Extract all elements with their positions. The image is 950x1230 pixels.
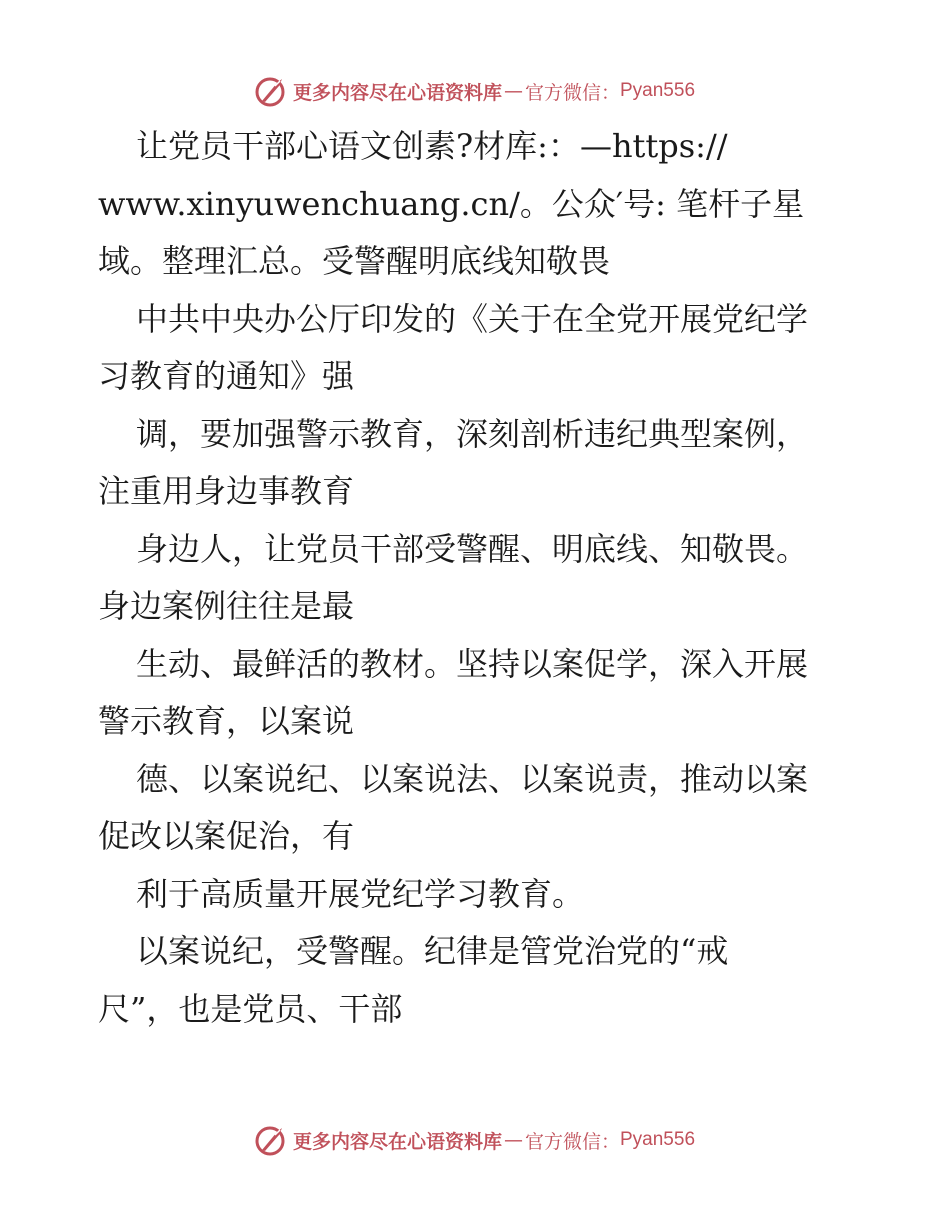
paragraph-line: 德、以案说纪、以案说法、以案说责，推动以案	[136, 759, 809, 798]
paragraph-line: 尺”，也是党员、干部	[98, 989, 403, 1028]
banner-wechat-id: Pyan556	[620, 80, 696, 101]
paragraph-line: 习教育的通知》强	[98, 357, 355, 395]
paragraph-line: 身边案例往往是最	[98, 587, 355, 625]
paragraph-6	[98, 751, 878, 866]
pen-logo-icon	[255, 1123, 289, 1157]
paragraph-line: 生动、最鲜活的教材。坚持以案促学，深入开展	[136, 644, 809, 683]
banner-wechat-label: 官方微信：	[524, 1130, 620, 1153]
paragraph-line: 以案说纪，受警醒。纪律是管党治党的“戒	[136, 932, 729, 970]
paragraph-4	[98, 521, 878, 636]
paragraph-line: 利于高质量开展党纪学习教育。	[136, 874, 585, 913]
banner-dash: —	[503, 1129, 523, 1151]
pen-logo-icon	[255, 74, 289, 108]
paragraph-7	[98, 866, 878, 924]
footer-banner	[0, 1120, 950, 1160]
paragraph-2	[98, 291, 878, 406]
paragraph-line: 域。整理汇总。受警醒明底线知敬畏	[98, 242, 611, 280]
header-banner	[0, 71, 950, 111]
paragraph-line: 促改以案促治，有	[98, 817, 355, 855]
paragraph-1	[98, 118, 878, 291]
banner-wechat-id: Pyan556	[620, 1129, 696, 1150]
paragraph-5	[98, 636, 878, 751]
document-body	[98, 118, 878, 1038]
banner-main-text: 更多内容尽在心语资料库	[292, 1130, 502, 1153]
paragraph-line: 注重用身边事教育	[98, 472, 355, 510]
paragraph-3	[98, 406, 878, 521]
banner-wechat-label: 官方微信：	[524, 81, 620, 104]
paragraph-line: 让党员干部心语文创素?材库:：—https://	[136, 127, 728, 165]
banner-main-text: 更多内容尽在心语资料库	[292, 81, 502, 104]
paragraph-line: 警示教育，以案说	[98, 702, 355, 740]
paragraph-8	[98, 923, 878, 1038]
paragraph-line: 中共中央办公厅印发的《关于在全党开展党纪学	[136, 299, 809, 338]
paragraph-line: 身边人，让党员干部受警醒、明底线、知敬畏。	[136, 529, 809, 568]
paragraph-line: 调，要加强警示教育，深刻剖析违纪典型案例，	[136, 414, 809, 453]
banner-dash: —	[503, 80, 523, 102]
paragraph-line: www.xinyuwenchuang.cn/。公众′号: 笔杆子星	[98, 184, 805, 223]
